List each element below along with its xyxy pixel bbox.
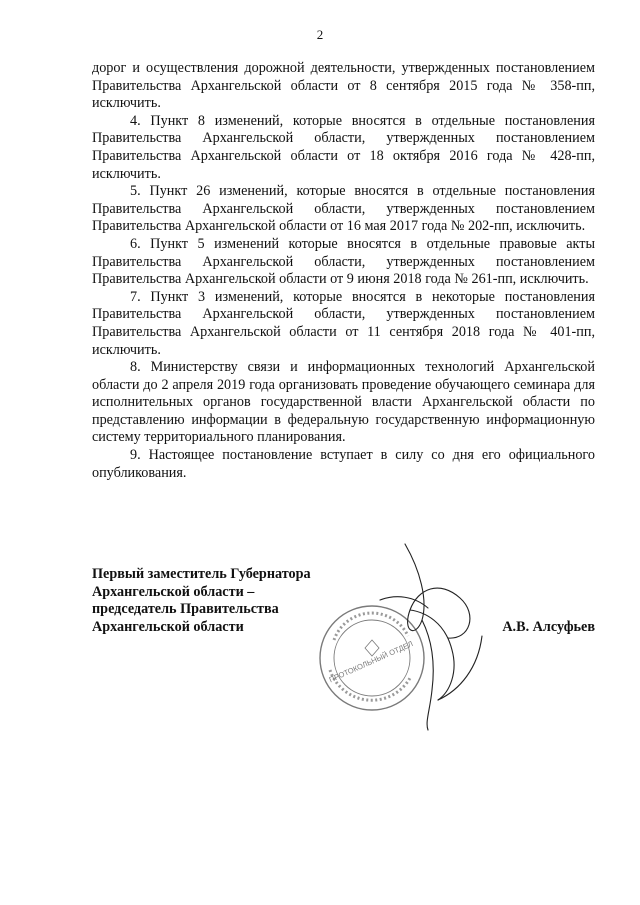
signatory-title-line-2: Архангельской области – bbox=[92, 583, 255, 600]
signatory-name: А.В. Алсуфьев bbox=[502, 618, 595, 635]
seal-center-text: ПРОТОКОЛЬНЫЙ ОТДЕЛ bbox=[327, 639, 415, 685]
paragraph-item-8: 8. Министерству связи и информационных технологий Архангельской области до 2 апреля 2019 года организовать проведение обучающего семинара для исполнительных органов государственной власти Архангельской области по представлению информации в федеральную государственную информационную систему территориального планирования. bbox=[92, 359, 595, 446]
paragraph-item-4: 4. Пункт 8 изменений, которые вносятся в отдельные постановления Правительства Архангельской области, утвержденных постановлением Правительства Архангельской области от 18 октября 2016 года № 428-пп, исключить. bbox=[92, 112, 595, 182]
paragraph-continuation: дорог и осуществления дорожной деятельности, утвержденных постановлением Правительства Архангельской области от 8 сентября 2015 года № 358-пп, исключить. bbox=[92, 60, 595, 112]
paragraph-item-7: 7. Пункт 3 изменений, которые вносятся в некоторые постановления Правительства Архангельской области, утвержденных постановлением Правительства Архангельской области от 11 сентября 2018 года № 401-пп, исключить. bbox=[92, 288, 595, 358]
paragraph-item-6: 6. Пункт 5 изменений которые вносятся в отдельные правовые акты Правительства Архангельской области, утвержденных постановлением Правительства Архангельской области от 9 июня 2018 года № 261-пп, исключить. bbox=[92, 235, 595, 288]
paragraph-item-5: 5. Пункт 26 изменений, которые вносятся в отдельные постановления Правительства Архангельской области, утвержденных постановлением Правительства Архангельской области от 16 мая 2017 года № 202-пп, исключить. bbox=[92, 183, 595, 235]
signatory-title-line-1: Первый заместитель Губернатора bbox=[92, 566, 311, 582]
signature-block bbox=[92, 566, 595, 636]
page-number: 2 bbox=[316, 27, 324, 42]
document-body bbox=[92, 60, 595, 482]
paragraph-item-9: 9. Настоящее постановление вступает в силу со дня его официального опубликования. bbox=[92, 447, 595, 481]
signatory-title-line-4: Архангельской области bbox=[92, 618, 244, 635]
signatory-title-line-3: председатель Правительства bbox=[92, 601, 279, 618]
